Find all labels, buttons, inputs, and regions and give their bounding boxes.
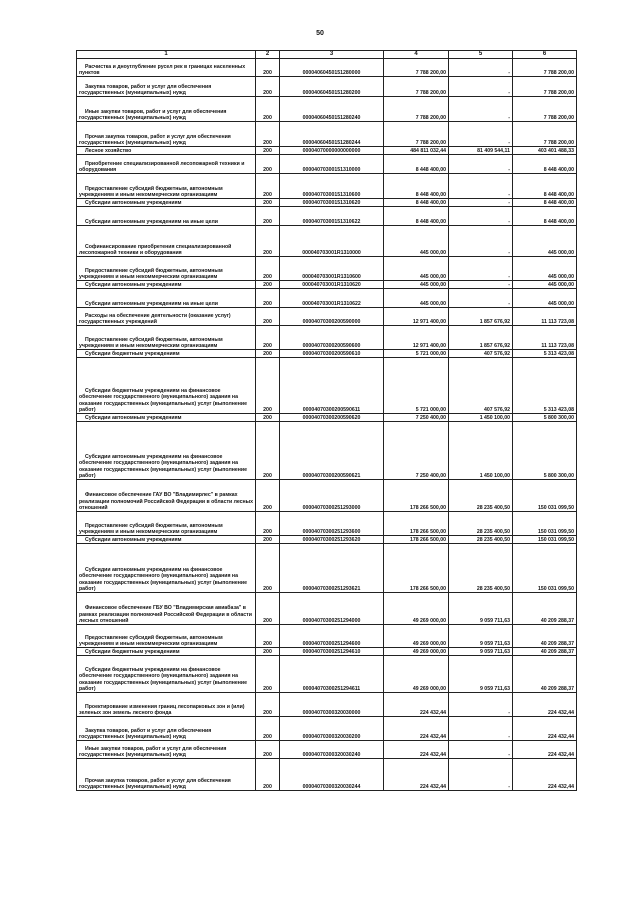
row-col6-cell: 5 313 423,08 [513, 350, 577, 358]
row-col6-cell: 11 113 723,08 [513, 326, 577, 350]
row-name-cell: Субсидии автономным учреждениям на финансовое обеспечение государственного (муниципального) задания на оказание государственных (муниципальных) услуг (выполнение работ) [77, 422, 256, 480]
table-row [77, 199, 577, 207]
table-header-row [77, 51, 577, 59]
row-col4-cell: 49 269 000,00 [384, 656, 449, 693]
table-row [77, 289, 577, 308]
row-name-cell: Прочая закупка товаров, работ и услуг для обеспечения государственных (муниципальных) нужд [77, 122, 256, 147]
row-col6-cell: 8 448 400,00 [513, 199, 577, 207]
row-col6-cell: 7 788 200,00 [513, 97, 577, 122]
row-name-cell: Субсидии автономным учреждениям на иные цели [77, 207, 256, 226]
row-code-cell: 200 [256, 122, 280, 147]
row-code-cell: 200 [256, 174, 280, 199]
row-col6-cell: 445 000,00 [513, 257, 577, 281]
row-code-cell: 200 [256, 741, 280, 759]
row-col4-cell: 8 448 400,00 [384, 174, 449, 199]
row-col6-cell: 224 432,44 [513, 741, 577, 759]
row-csr-cell: 00004070300251294000 [280, 593, 384, 625]
table-row [77, 759, 577, 791]
table-row [77, 656, 577, 693]
row-col5-cell: - [449, 257, 513, 281]
row-csr-cell: 00004070300200590000 [280, 308, 384, 326]
row-name-cell: Субсидии автономным учреждениям на иные цели [77, 289, 256, 308]
row-col5-cell: - [449, 759, 513, 791]
row-csr-cell: 000040703001R1310622 [280, 289, 384, 308]
table-row [77, 97, 577, 122]
budget-table [76, 50, 577, 791]
row-col5-cell: - [449, 122, 513, 147]
row-col6-cell: 7 788 200,00 [513, 59, 577, 77]
row-col5-cell: - [449, 199, 513, 207]
row-name-cell: Предоставление субсидий бюджетным, автономным учреждениям и иным некоммерческим организациям [77, 326, 256, 350]
row-name-cell: Предоставление субсидий бюджетным, автономным учреждениям и иным некоммерческим организациям [77, 512, 256, 536]
row-csr-cell: 00004070300251294611 [280, 656, 384, 693]
row-code-cell: 200 [256, 414, 280, 422]
row-csr-cell: 00004070300151310000 [280, 155, 384, 174]
row-col5-cell: 28 235 400,50 [449, 536, 513, 544]
row-col5-cell: - [449, 693, 513, 717]
row-col6-cell: 7 788 200,00 [513, 122, 577, 147]
row-code-cell: 200 [256, 326, 280, 350]
row-code-cell: 200 [256, 199, 280, 207]
row-col6-cell: 150 031 099,50 [513, 536, 577, 544]
row-name-cell: Предоставление субсидий бюджетным, автономным учреждениям и иным некоммерческим организациям [77, 625, 256, 648]
row-name-cell: Субсидии бюджетным учреждениям на финансовое обеспечение государственного (муниципального) задания на оказание государственных (муниципальных) услуг (выполнение работ) [77, 656, 256, 693]
row-col5-cell: - [449, 226, 513, 257]
row-csr-cell: 00004070300251293000 [280, 480, 384, 512]
row-name-cell: Софинансирование приобретения специализированной лесопожарной техники и оборудования [77, 226, 256, 257]
table-row [77, 544, 577, 593]
row-csr-cell: 000040703001R1310600 [280, 257, 384, 281]
row-col5-cell: - [449, 281, 513, 289]
table-row [77, 414, 577, 422]
row-name-cell: Предоставление субсидий бюджетным, автономным учреждениям и иным некоммерческим организациям [77, 174, 256, 199]
row-col5-cell: 28 235 400,50 [449, 480, 513, 512]
row-col4-cell: 224 432,44 [384, 693, 449, 717]
row-csr-cell: 00004070300151310600 [280, 174, 384, 199]
row-name-cell: Субсидии автономным учреждениям [77, 536, 256, 544]
row-col4-cell: 49 269 000,00 [384, 593, 449, 625]
table-row [77, 422, 577, 480]
row-csr-cell: 00004070300251293600 [280, 512, 384, 536]
table-row [77, 693, 577, 717]
row-code-cell: 200 [256, 593, 280, 625]
row-col6-cell: 40 209 288,37 [513, 648, 577, 656]
row-csr-cell: 00004070300320030000 [280, 693, 384, 717]
row-code-cell: 200 [256, 422, 280, 480]
row-col4-cell: 224 432,44 [384, 717, 449, 741]
table-row [77, 59, 577, 77]
row-name-cell: Иные закупки товаров, работ и услуг для обеспечения государственных (муниципальных) нужд [77, 741, 256, 759]
row-col6-cell: 445 000,00 [513, 226, 577, 257]
table-row [77, 308, 577, 326]
row-csr-cell: 00004070300320030244 [280, 759, 384, 791]
table-row [77, 207, 577, 226]
row-col6-cell: 224 432,44 [513, 693, 577, 717]
row-col6-cell: 8 448 400,00 [513, 174, 577, 199]
row-csr-cell: 00004070300251293620 [280, 536, 384, 544]
row-csr-cell: 00004070300151310620 [280, 199, 384, 207]
row-col6-cell: 5 800 300,00 [513, 414, 577, 422]
row-col4-cell: 445 000,00 [384, 226, 449, 257]
row-csr-cell: 00004070300151310622 [280, 207, 384, 226]
row-col5-cell: - [449, 289, 513, 308]
row-name-cell: Финансовое обеспечение ГАУ ВО "Владимирлес" в рамках реализации полномочий Российской Федерации в области лесных отношений [77, 480, 256, 512]
row-code-cell: 200 [256, 656, 280, 693]
table-row [77, 77, 577, 97]
row-col5-cell: 407 576,92 [449, 358, 513, 414]
row-col5-cell: 9 059 711,63 [449, 625, 513, 648]
column-header-3: 3 [280, 51, 384, 59]
row-col4-cell: 7 250 400,00 [384, 414, 449, 422]
row-code-cell: 200 [256, 544, 280, 593]
row-col6-cell: 40 209 288,37 [513, 593, 577, 625]
row-code-cell: 200 [256, 281, 280, 289]
table-row [77, 174, 577, 199]
row-col6-cell: 150 031 099,50 [513, 512, 577, 536]
table-row [77, 536, 577, 544]
row-col6-cell: 150 031 099,50 [513, 544, 577, 593]
row-name-cell: Субсидии автономным учреждениям [77, 199, 256, 207]
row-name-cell: Закупка товаров, работ и услуг для обеспечения государственных (муниципальных) нужд [77, 77, 256, 97]
row-name-cell: Лесное хозяйство [77, 147, 256, 155]
row-col4-cell: 178 266 500,00 [384, 544, 449, 593]
row-name-cell: Прочая закупка товаров, работ и услуг для обеспечения государственных (муниципальных) нужд [77, 759, 256, 791]
row-col4-cell: 8 448 400,00 [384, 207, 449, 226]
row-code-cell: 200 [256, 97, 280, 122]
row-csr-cell: 000040703001R1310000 [280, 226, 384, 257]
table-row [77, 480, 577, 512]
row-code-cell: 200 [256, 77, 280, 97]
row-code-cell: 200 [256, 59, 280, 77]
row-name-cell: Субсидии автономным учреждениям на финансовое обеспечение государственного (муниципального) задания на оказание государственных (муниципальных) услуг (выполнение работ) [77, 544, 256, 593]
row-code-cell: 200 [256, 155, 280, 174]
row-col6-cell: 403 401 488,33 [513, 147, 577, 155]
row-col5-cell: 28 235 400,50 [449, 544, 513, 593]
row-col5-cell: - [449, 155, 513, 174]
table-row [77, 717, 577, 741]
row-csr-cell: 00004070300200590621 [280, 422, 384, 480]
row-code-cell: 200 [256, 717, 280, 741]
row-name-cell: Иные закупки товаров, работ и услуг для обеспечения государственных (муниципальных) нужд [77, 97, 256, 122]
table-row [77, 281, 577, 289]
row-code-cell: 200 [256, 512, 280, 536]
row-col5-cell: 1 857 676,92 [449, 326, 513, 350]
row-code-cell: 200 [256, 257, 280, 281]
row-csr-cell: 00004060450151280240 [280, 97, 384, 122]
row-csr-cell: 00004070300320030240 [280, 741, 384, 759]
table-row [77, 593, 577, 625]
row-code-cell: 200 [256, 147, 280, 155]
row-code-cell: 200 [256, 308, 280, 326]
row-col5-cell: 81 409 544,11 [449, 147, 513, 155]
row-name-cell: Субсидии бюджетным учреждениям [77, 648, 256, 656]
row-col4-cell: 224 432,44 [384, 759, 449, 791]
table-row [77, 625, 577, 648]
row-col4-cell: 49 269 000,00 [384, 625, 449, 648]
row-col4-cell: 178 266 500,00 [384, 480, 449, 512]
row-name-cell: Субсидии автономным учреждениям [77, 281, 256, 289]
row-col6-cell: 8 448 400,00 [513, 155, 577, 174]
row-col4-cell: 7 250 400,00 [384, 422, 449, 480]
table-row [77, 358, 577, 414]
row-csr-cell: 000040703001R1310620 [280, 281, 384, 289]
table-row [77, 226, 577, 257]
row-col4-cell: 12 971 400,00 [384, 308, 449, 326]
row-col6-cell: 150 031 099,50 [513, 480, 577, 512]
row-col5-cell: - [449, 59, 513, 77]
row-code-cell: 200 [256, 350, 280, 358]
row-csr-cell: 00004070300200590620 [280, 414, 384, 422]
row-col4-cell: 49 269 000,00 [384, 648, 449, 656]
row-csr-cell: 00004070300251293621 [280, 544, 384, 593]
row-csr-cell: 00004070300200590611 [280, 358, 384, 414]
row-csr-cell: 00004070300251294610 [280, 648, 384, 656]
table-row [77, 257, 577, 281]
table-row [77, 741, 577, 759]
page-number: 50 [316, 30, 324, 37]
row-col6-cell: 7 788 200,00 [513, 77, 577, 97]
row-col4-cell: 445 000,00 [384, 281, 449, 289]
row-col5-cell: - [449, 77, 513, 97]
row-col5-cell: - [449, 741, 513, 759]
row-col4-cell: 224 432,44 [384, 741, 449, 759]
row-name-cell: Расчистка и дноуглубление русел рек в границах населенных пунктов [77, 59, 256, 77]
row-col4-cell: 8 448 400,00 [384, 199, 449, 207]
table-row [77, 147, 577, 155]
row-col4-cell: 178 266 500,00 [384, 536, 449, 544]
row-csr-cell: 00004060450151280000 [280, 59, 384, 77]
row-col6-cell: 8 448 400,00 [513, 207, 577, 226]
row-col4-cell: 7 788 200,00 [384, 59, 449, 77]
row-csr-cell: 00004070300320030200 [280, 717, 384, 741]
row-name-cell: Субсидии бюджетным учреждениям [77, 350, 256, 358]
row-code-cell: 200 [256, 648, 280, 656]
row-name-cell: Приобретение специализированной лесопожарной техники и оборудования [77, 155, 256, 174]
row-code-cell: 200 [256, 759, 280, 791]
row-col4-cell: 7 788 200,00 [384, 97, 449, 122]
row-code-cell: 200 [256, 289, 280, 308]
row-col4-cell: 5 721 000,00 [384, 350, 449, 358]
row-csr-cell: 00004060450151280244 [280, 122, 384, 147]
row-col5-cell: 9 059 711,63 [449, 593, 513, 625]
row-col6-cell: 11 113 723,08 [513, 308, 577, 326]
row-name-cell: Проектирование изменения границ лесопарковых зон и (или) зеленых зон земель лесного фонда [77, 693, 256, 717]
table-row [77, 326, 577, 350]
column-header-6: 6 [513, 51, 577, 59]
column-header-4: 4 [384, 51, 449, 59]
row-col5-cell: 1 857 676,92 [449, 308, 513, 326]
row-col4-cell: 5 721 000,00 [384, 358, 449, 414]
row-name-cell: Субсидии бюджетным учреждениям на финансовое обеспечение государственного (муниципального) задания на оказание государственных (муниципальных) услуг (выполнение работ) [77, 358, 256, 414]
row-col4-cell: 178 266 500,00 [384, 512, 449, 536]
row-name-cell: Финансовое обеспечение ГБУ ВО "Владимирская авиабаза" в рамках реализации полномочий Российской Федерации в области лесных отношений [77, 593, 256, 625]
table-row [77, 122, 577, 147]
row-col4-cell: 12 971 400,00 [384, 326, 449, 350]
row-col4-cell: 8 448 400,00 [384, 155, 449, 174]
row-col5-cell: - [449, 97, 513, 122]
row-name-cell: Субсидии автономным учреждениям [77, 414, 256, 422]
column-header-1: 1 [77, 51, 256, 59]
row-col5-cell: - [449, 207, 513, 226]
row-col5-cell: 28 235 400,50 [449, 512, 513, 536]
row-csr-cell: 00004070300200590600 [280, 326, 384, 350]
row-col4-cell: 484 811 032,44 [384, 147, 449, 155]
row-name-cell: Предоставление субсидий бюджетным, автономным учреждениям и иным некоммерческим организациям [77, 257, 256, 281]
table-row [77, 648, 577, 656]
row-col4-cell: 445 000,00 [384, 289, 449, 308]
column-header-2: 2 [256, 51, 280, 59]
row-code-cell: 200 [256, 207, 280, 226]
row-code-cell: 200 [256, 358, 280, 414]
row-csr-cell: 00004060450151280200 [280, 77, 384, 97]
row-code-cell: 200 [256, 480, 280, 512]
row-col6-cell: 5 313 423,08 [513, 358, 577, 414]
row-col5-cell: 1 450 100,00 [449, 414, 513, 422]
column-header-5: 5 [449, 51, 513, 59]
row-col4-cell: 445 000,00 [384, 257, 449, 281]
row-col5-cell: - [449, 174, 513, 199]
row-col5-cell: 407 576,92 [449, 350, 513, 358]
row-col6-cell: 445 000,00 [513, 281, 577, 289]
row-col5-cell: 1 450 100,00 [449, 422, 513, 480]
row-col6-cell: 5 800 300,00 [513, 422, 577, 480]
row-csr-cell: 00004070300200590610 [280, 350, 384, 358]
row-code-cell: 200 [256, 536, 280, 544]
table-row [77, 155, 577, 174]
row-col5-cell: - [449, 717, 513, 741]
row-name-cell: Закупка товаров, работ и услуг для обеспечения государственных (муниципальных) нужд [77, 717, 256, 741]
row-col4-cell: 7 788 200,00 [384, 77, 449, 97]
row-code-cell: 200 [256, 625, 280, 648]
row-col6-cell: 40 209 288,37 [513, 656, 577, 693]
row-col6-cell: 224 432,44 [513, 717, 577, 741]
row-csr-cell: 00004070300251294600 [280, 625, 384, 648]
row-csr-cell: 00004070000000000000 [280, 147, 384, 155]
row-col4-cell: 7 788 200,00 [384, 122, 449, 147]
row-col6-cell: 40 209 288,37 [513, 625, 577, 648]
row-col5-cell: 9 059 711,63 [449, 648, 513, 656]
row-name-cell: Расходы на обеспечение деятельности (оказание услуг) государственных учреждений [77, 308, 256, 326]
row-col6-cell: 224 432,44 [513, 759, 577, 791]
row-col5-cell: 9 059 711,63 [449, 656, 513, 693]
row-code-cell: 200 [256, 693, 280, 717]
row-code-cell: 200 [256, 226, 280, 257]
table-row [77, 350, 577, 358]
table-row [77, 512, 577, 536]
row-col6-cell: 445 000,00 [513, 289, 577, 308]
